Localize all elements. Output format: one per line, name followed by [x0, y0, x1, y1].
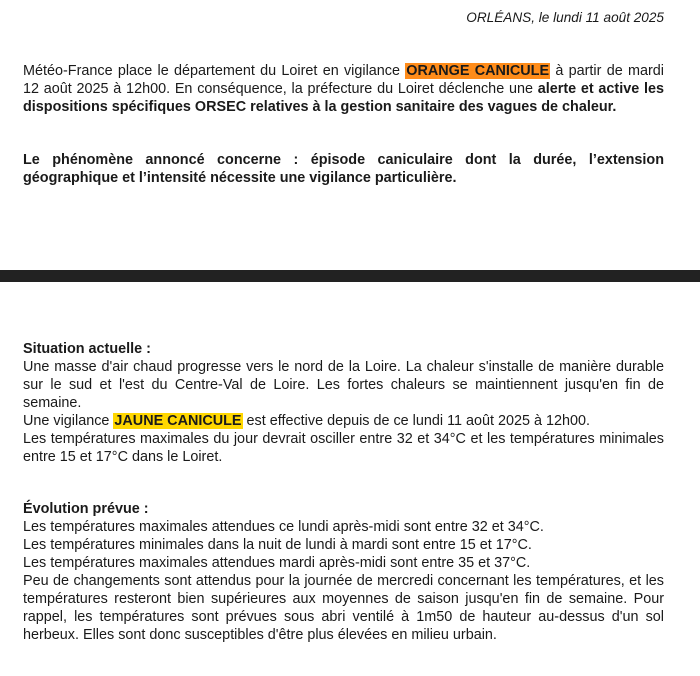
evolution-line-3: Les températures maximales attendues mardi après-midi sont entre 35 et 37°C.	[23, 555, 531, 571]
intro-paragraph	[23, 62, 664, 116]
yellow-text-end: est effective depuis de ce lundi 11 août 2025 à 12h00.	[242, 413, 591, 429]
section-divider	[0, 270, 700, 282]
situation-section	[23, 340, 664, 466]
evolution-paragraph: Peu de changements sont attendus pour la journée de mercredi concernant les températures, et les températures resteront bien supérieures aux moyennes de saison jusqu'en fin de semaine. Pour rappel, les températures sont prévues sous abri ventilé à 1m50 de hauteur au-dessus d'un sol herbeux. Elles sont donc susceptibles d'être plus élevées en milieu urbain.	[23, 573, 664, 643]
evolution-heading: Évolution prévue :	[23, 501, 149, 517]
intro-text-middle: à partir de mardi 12 août 2025 à 12h00. En conséquence, la préfecture du Loiret déclenche une	[23, 63, 664, 97]
situation-paragraph: Une masse d'air chaud progresse vers le nord de la Loire. La chaleur s'installe de manière durable sur le sud et l'est du Centre-Val de Loire. Les fortes chaleurs se maintiennent jusqu'en fin de semaine.	[23, 359, 664, 411]
situation-temperatures: Les températures maximales du jour devrait osciller entre 32 et 34°C et les températures minimales entre 15 et 17°C dans le Loiret.	[23, 431, 664, 465]
phenomenon-paragraph: Le phénomène annoncé concerne : épisode caniculaire dont la durée, l’extension géographique et l’intensité nécessite une vigilance particulière.	[23, 152, 664, 186]
situation-heading: Situation actuelle :	[23, 341, 151, 357]
situation-yellow-line	[23, 412, 664, 430]
evolution-section	[23, 500, 664, 644]
evolution-line-2: Les températures minimales dans la nuit de lundi à mardi sont entre 15 et 17°C.	[23, 537, 532, 553]
intro-text-start: Météo-France place le département du Loiret en vigilance	[23, 63, 406, 79]
orange-vigilance-badge: ORANGE CANICULE	[406, 63, 550, 79]
evolution-line-1: Les températures maximales attendues ce lundi après-midi sont entre 32 et 34°C.	[23, 519, 544, 535]
yellow-vigilance-badge: JAUNE CANICULE	[114, 413, 242, 429]
yellow-text-start: Une vigilance	[23, 413, 114, 429]
dateline: ORLÉANS, le lundi 11 août 2025	[466, 10, 664, 25]
intro-alert-text: alerte et active les dispositions spécifiques ORSEC relatives à la gestion sanitaire des vagues de chaleur.	[23, 81, 664, 115]
